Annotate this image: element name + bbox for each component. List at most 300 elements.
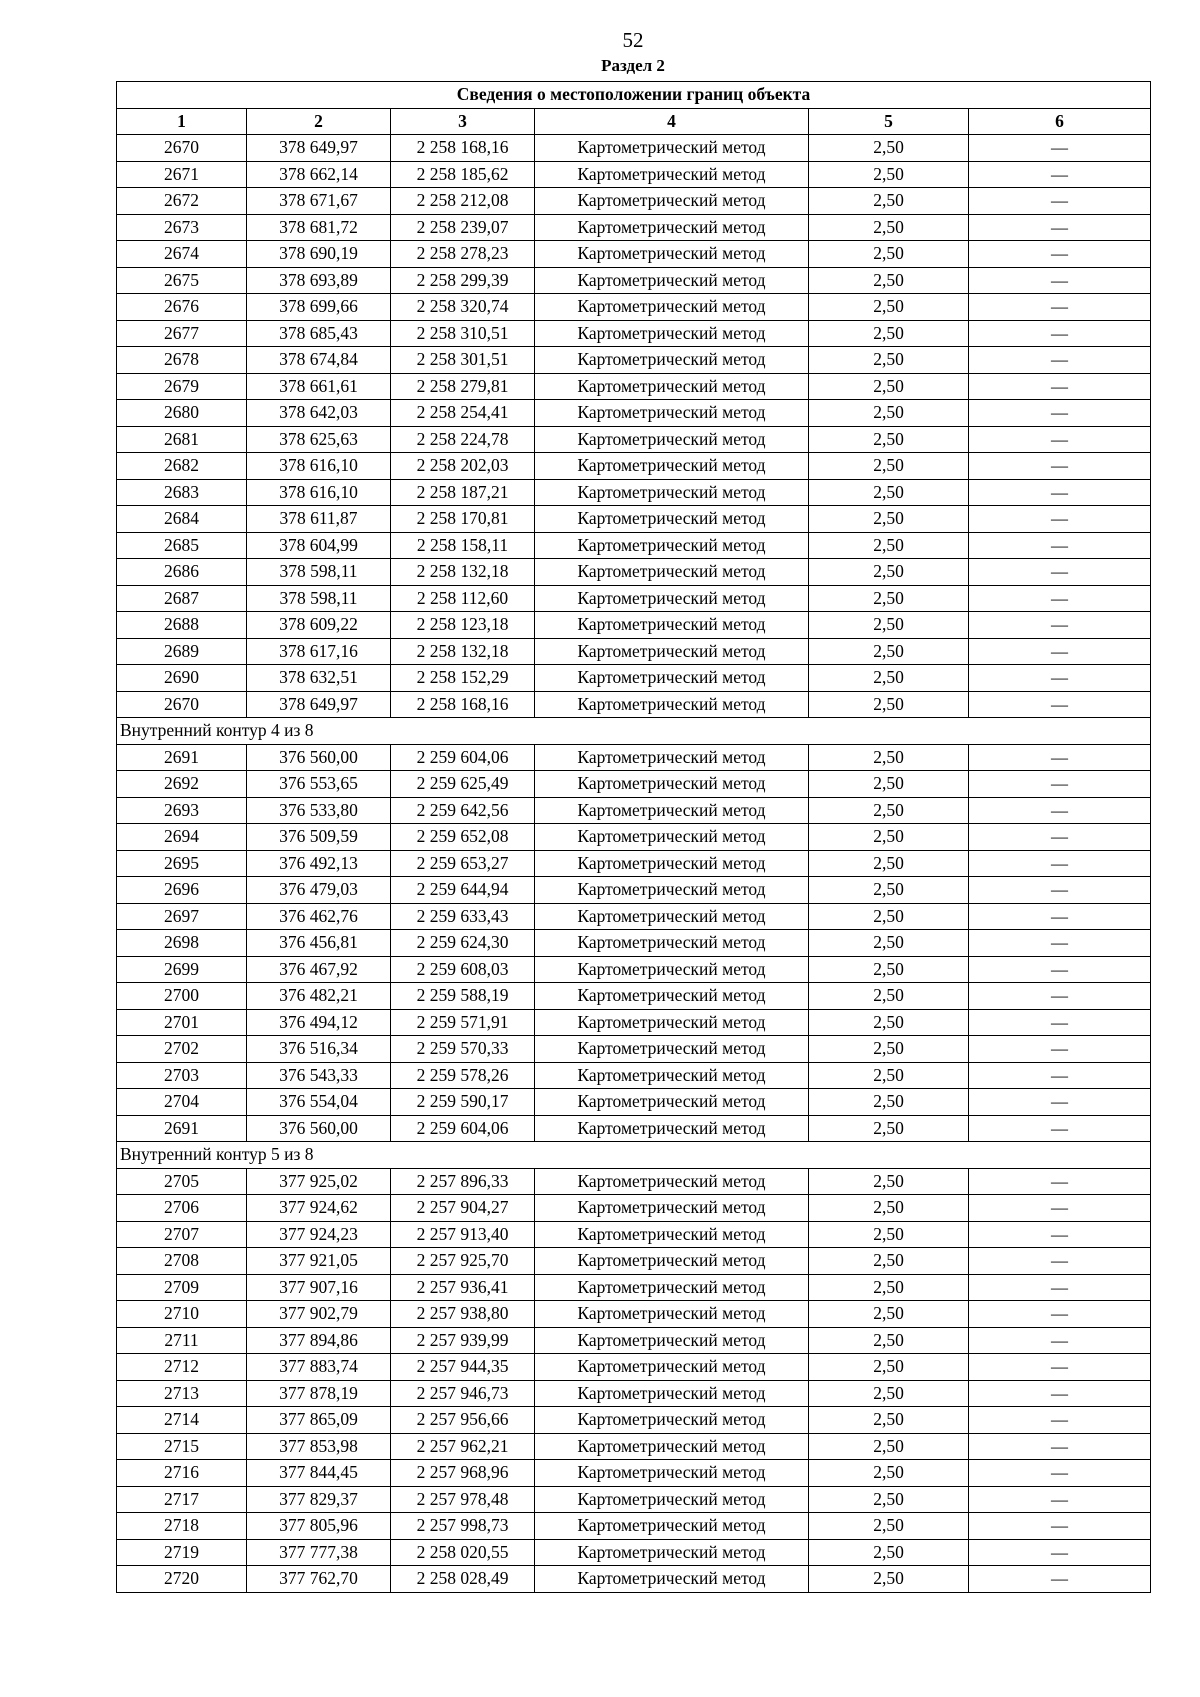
cell-coordinate-y: 2 257 998,73 bbox=[391, 1513, 535, 1540]
cell-description: — bbox=[969, 347, 1151, 374]
table-row bbox=[117, 1460, 1151, 1487]
cell-description: — bbox=[969, 877, 1151, 904]
cell-point-number: 2686 bbox=[117, 559, 247, 586]
cell-coordinate-x: 378 649,97 bbox=[247, 135, 391, 162]
cell-point-number: 2694 bbox=[117, 824, 247, 851]
cell-coordinate-y: 2 258 185,62 bbox=[391, 161, 535, 188]
cell-method: Картометрический метод bbox=[535, 930, 809, 957]
column-header: 1 bbox=[117, 108, 247, 135]
cell-description: — bbox=[969, 1168, 1151, 1195]
cell-coordinate-x: 378 649,97 bbox=[247, 691, 391, 718]
cell-point-number: 2713 bbox=[117, 1380, 247, 1407]
cell-coordinate-y: 2 258 299,39 bbox=[391, 267, 535, 294]
cell-point-number: 2703 bbox=[117, 1062, 247, 1089]
column-header: 6 bbox=[969, 108, 1151, 135]
cell-point-number: 2707 bbox=[117, 1221, 247, 1248]
contour-row bbox=[117, 718, 1151, 745]
cell-accuracy: 2,50 bbox=[809, 1062, 969, 1089]
cell-point-number: 2715 bbox=[117, 1433, 247, 1460]
cell-coordinate-x: 378 598,11 bbox=[247, 559, 391, 586]
cell-description: — bbox=[969, 1513, 1151, 1540]
cell-coordinate-x: 378 617,16 bbox=[247, 638, 391, 665]
cell-point-number: 2683 bbox=[117, 479, 247, 506]
cell-coordinate-y: 2 259 644,94 bbox=[391, 877, 535, 904]
table-row bbox=[117, 1566, 1151, 1593]
cell-coordinate-x: 378 699,66 bbox=[247, 294, 391, 321]
table-row bbox=[117, 1513, 1151, 1540]
cell-coordinate-y: 2 257 938,80 bbox=[391, 1301, 535, 1328]
cell-point-number: 2688 bbox=[117, 612, 247, 639]
cell-coordinate-y: 2 257 936,41 bbox=[391, 1274, 535, 1301]
cell-coordinate-x: 376 492,13 bbox=[247, 850, 391, 877]
table-row bbox=[117, 453, 1151, 480]
cell-coordinate-x: 376 456,81 bbox=[247, 930, 391, 957]
table-row bbox=[117, 903, 1151, 930]
cell-point-number: 2698 bbox=[117, 930, 247, 957]
table-row bbox=[117, 638, 1151, 665]
cell-accuracy: 2,50 bbox=[809, 453, 969, 480]
cell-point-number: 2709 bbox=[117, 1274, 247, 1301]
cell-accuracy: 2,50 bbox=[809, 585, 969, 612]
cell-point-number: 2673 bbox=[117, 214, 247, 241]
cell-coordinate-y: 2 258 278,23 bbox=[391, 241, 535, 268]
cell-point-number: 2674 bbox=[117, 241, 247, 268]
table-row bbox=[117, 320, 1151, 347]
contour-label: Внутренний контур 5 из 8 bbox=[117, 1142, 1151, 1169]
table-row bbox=[117, 824, 1151, 851]
cell-accuracy: 2,50 bbox=[809, 1036, 969, 1063]
cell-accuracy: 2,50 bbox=[809, 1248, 969, 1275]
cell-coordinate-y: 2 259 625,49 bbox=[391, 771, 535, 798]
cell-accuracy: 2,50 bbox=[809, 1460, 969, 1487]
table-row bbox=[117, 1089, 1151, 1116]
table-row bbox=[117, 559, 1151, 586]
cell-point-number: 2711 bbox=[117, 1327, 247, 1354]
cell-coordinate-y: 2 259 608,03 bbox=[391, 956, 535, 983]
cell-description: — bbox=[969, 797, 1151, 824]
cell-description: — bbox=[969, 188, 1151, 215]
cell-method: Картометрический метод bbox=[535, 188, 809, 215]
cell-point-number: 2705 bbox=[117, 1168, 247, 1195]
cell-method: Картометрический метод bbox=[535, 241, 809, 268]
cell-description: — bbox=[969, 161, 1151, 188]
table-row bbox=[117, 267, 1151, 294]
cell-point-number: 2719 bbox=[117, 1539, 247, 1566]
cell-description: — bbox=[969, 956, 1151, 983]
cell-coordinate-x: 376 560,00 bbox=[247, 744, 391, 771]
table-row bbox=[117, 1274, 1151, 1301]
table-row bbox=[117, 373, 1151, 400]
cell-description: — bbox=[969, 294, 1151, 321]
cell-point-number: 2710 bbox=[117, 1301, 247, 1328]
table-row bbox=[117, 1062, 1151, 1089]
table-row bbox=[117, 1380, 1151, 1407]
cell-point-number: 2679 bbox=[117, 373, 247, 400]
cell-point-number: 2701 bbox=[117, 1009, 247, 1036]
cell-coordinate-x: 377 925,02 bbox=[247, 1168, 391, 1195]
table-row bbox=[117, 294, 1151, 321]
cell-coordinate-y: 2 259 633,43 bbox=[391, 903, 535, 930]
cell-coordinate-x: 377 883,74 bbox=[247, 1354, 391, 1381]
column-header-row bbox=[117, 108, 1151, 135]
cell-accuracy: 2,50 bbox=[809, 1566, 969, 1593]
table-body bbox=[117, 135, 1151, 1593]
cell-accuracy: 2,50 bbox=[809, 824, 969, 851]
cell-accuracy: 2,50 bbox=[809, 400, 969, 427]
cell-point-number: 2670 bbox=[117, 691, 247, 718]
cell-method: Картометрический метод bbox=[535, 1301, 809, 1328]
cell-description: — bbox=[969, 1089, 1151, 1116]
cell-description: — bbox=[969, 1195, 1151, 1222]
cell-description: — bbox=[969, 1036, 1151, 1063]
cell-description: — bbox=[969, 479, 1151, 506]
section-title: Раздел 2 bbox=[601, 56, 665, 75]
cell-accuracy: 2,50 bbox=[809, 1115, 969, 1142]
cell-method: Картометрический метод bbox=[535, 850, 809, 877]
table-row bbox=[117, 797, 1151, 824]
table-row bbox=[117, 877, 1151, 904]
cell-point-number: 2676 bbox=[117, 294, 247, 321]
cell-point-number: 2693 bbox=[117, 797, 247, 824]
cell-point-number: 2681 bbox=[117, 426, 247, 453]
cell-method: Картометрический метод bbox=[535, 903, 809, 930]
table-row bbox=[117, 532, 1151, 559]
cell-coordinate-x: 377 777,38 bbox=[247, 1539, 391, 1566]
cell-description: — bbox=[969, 135, 1151, 162]
cell-coordinate-x: 377 924,23 bbox=[247, 1221, 391, 1248]
cell-description: — bbox=[969, 1407, 1151, 1434]
cell-accuracy: 2,50 bbox=[809, 1221, 969, 1248]
cell-coordinate-x: 377 894,86 bbox=[247, 1327, 391, 1354]
cell-coordinate-x: 376 554,04 bbox=[247, 1089, 391, 1116]
table-row bbox=[117, 930, 1151, 957]
cell-accuracy: 2,50 bbox=[809, 983, 969, 1010]
cell-description: — bbox=[969, 850, 1151, 877]
cell-method: Картометрический метод bbox=[535, 294, 809, 321]
cell-coordinate-y: 2 258 168,16 bbox=[391, 691, 535, 718]
cell-method: Картометрический метод bbox=[535, 638, 809, 665]
table-row bbox=[117, 1195, 1151, 1222]
cell-point-number: 2718 bbox=[117, 1513, 247, 1540]
cell-description: — bbox=[969, 1301, 1151, 1328]
cell-description: — bbox=[969, 1009, 1151, 1036]
cell-point-number: 2685 bbox=[117, 532, 247, 559]
cell-method: Картометрический метод bbox=[535, 400, 809, 427]
cell-accuracy: 2,50 bbox=[809, 532, 969, 559]
cell-coordinate-y: 2 258 239,07 bbox=[391, 214, 535, 241]
cell-coordinate-y: 2 259 570,33 bbox=[391, 1036, 535, 1063]
cell-description: — bbox=[969, 241, 1151, 268]
cell-accuracy: 2,50 bbox=[809, 877, 969, 904]
cell-coordinate-y: 2 258 123,18 bbox=[391, 612, 535, 639]
cell-accuracy: 2,50 bbox=[809, 135, 969, 162]
table-row bbox=[117, 1168, 1151, 1195]
cell-coordinate-x: 378 616,10 bbox=[247, 453, 391, 480]
cell-coordinate-x: 378 661,61 bbox=[247, 373, 391, 400]
column-header: 4 bbox=[535, 108, 809, 135]
cell-method: Картометрический метод bbox=[535, 771, 809, 798]
cell-coordinate-y: 2 258 254,41 bbox=[391, 400, 535, 427]
cell-method: Картометрический метод bbox=[535, 453, 809, 480]
cell-accuracy: 2,50 bbox=[809, 188, 969, 215]
cell-description: — bbox=[969, 638, 1151, 665]
table-row bbox=[117, 347, 1151, 374]
cell-coordinate-x: 376 533,80 bbox=[247, 797, 391, 824]
cell-method: Картометрический метод bbox=[535, 1168, 809, 1195]
cell-method: Картометрический метод bbox=[535, 1274, 809, 1301]
cell-coordinate-x: 377 853,98 bbox=[247, 1433, 391, 1460]
cell-coordinate-y: 2 257 946,73 bbox=[391, 1380, 535, 1407]
cell-method: Картометрический метод bbox=[535, 956, 809, 983]
cell-coordinate-x: 376 479,03 bbox=[247, 877, 391, 904]
cell-point-number: 2684 bbox=[117, 506, 247, 533]
cell-coordinate-x: 378 681,72 bbox=[247, 214, 391, 241]
table-row bbox=[117, 983, 1151, 1010]
cell-coordinate-y: 2 258 310,51 bbox=[391, 320, 535, 347]
cell-accuracy: 2,50 bbox=[809, 903, 969, 930]
cell-coordinate-x: 378 674,84 bbox=[247, 347, 391, 374]
cell-point-number: 2717 bbox=[117, 1486, 247, 1513]
cell-coordinate-x: 377 844,45 bbox=[247, 1460, 391, 1487]
cell-description: — bbox=[969, 1433, 1151, 1460]
cell-method: Картометрический метод bbox=[535, 1115, 809, 1142]
cell-method: Картометрический метод bbox=[535, 559, 809, 586]
cell-coordinate-y: 2 259 652,08 bbox=[391, 824, 535, 851]
cell-method: Картометрический метод bbox=[535, 135, 809, 162]
cell-accuracy: 2,50 bbox=[809, 1433, 969, 1460]
cell-point-number: 2714 bbox=[117, 1407, 247, 1434]
table-row bbox=[117, 612, 1151, 639]
cell-coordinate-y: 2 258 187,21 bbox=[391, 479, 535, 506]
cell-description: — bbox=[969, 1062, 1151, 1089]
cell-point-number: 2670 bbox=[117, 135, 247, 162]
table-row bbox=[117, 771, 1151, 798]
cell-method: Картометрический метод bbox=[535, 1380, 809, 1407]
table-row bbox=[117, 1433, 1151, 1460]
table-row bbox=[117, 744, 1151, 771]
cell-description: — bbox=[969, 744, 1151, 771]
cell-coordinate-y: 2 258 170,81 bbox=[391, 506, 535, 533]
cell-description: — bbox=[969, 1566, 1151, 1593]
page-number: 52 bbox=[622, 28, 644, 52]
cell-coordinate-x: 376 482,21 bbox=[247, 983, 391, 1010]
table-row bbox=[117, 241, 1151, 268]
table-row bbox=[117, 1539, 1151, 1566]
cell-accuracy: 2,50 bbox=[809, 559, 969, 586]
table-row bbox=[117, 665, 1151, 692]
cell-accuracy: 2,50 bbox=[809, 797, 969, 824]
cell-method: Картометрический метод bbox=[535, 1062, 809, 1089]
cell-method: Картометрический метод bbox=[535, 426, 809, 453]
table-row bbox=[117, 585, 1151, 612]
cell-description: — bbox=[969, 1460, 1151, 1487]
cell-description: — bbox=[969, 214, 1151, 241]
cell-method: Картометрический метод bbox=[535, 983, 809, 1010]
cell-point-number: 2689 bbox=[117, 638, 247, 665]
table-row bbox=[117, 691, 1151, 718]
cell-description: — bbox=[969, 1221, 1151, 1248]
cell-accuracy: 2,50 bbox=[809, 771, 969, 798]
table-row bbox=[117, 426, 1151, 453]
cell-coordinate-y: 2 258 212,08 bbox=[391, 188, 535, 215]
cell-coordinate-y: 2 257 904,27 bbox=[391, 1195, 535, 1222]
cell-coordinate-y: 2 257 962,21 bbox=[391, 1433, 535, 1460]
cell-coordinate-x: 376 467,92 bbox=[247, 956, 391, 983]
cell-accuracy: 2,50 bbox=[809, 1380, 969, 1407]
cell-accuracy: 2,50 bbox=[809, 930, 969, 957]
cell-method: Картометрический метод bbox=[535, 479, 809, 506]
table-row bbox=[117, 1354, 1151, 1381]
cell-coordinate-y: 2 258 132,18 bbox=[391, 559, 535, 586]
cell-coordinate-x: 377 865,09 bbox=[247, 1407, 391, 1434]
cell-coordinate-x: 378 662,14 bbox=[247, 161, 391, 188]
cell-description: — bbox=[969, 930, 1151, 957]
cell-accuracy: 2,50 bbox=[809, 1486, 969, 1513]
table-row bbox=[117, 1301, 1151, 1328]
cell-method: Картометрический метод bbox=[535, 320, 809, 347]
cell-coordinate-y: 2 259 604,06 bbox=[391, 1115, 535, 1142]
cell-point-number: 2687 bbox=[117, 585, 247, 612]
cell-coordinate-y: 2 258 202,03 bbox=[391, 453, 535, 480]
cell-method: Картометрический метод bbox=[535, 1195, 809, 1222]
table-row bbox=[117, 1221, 1151, 1248]
cell-method: Картометрический метод bbox=[535, 1248, 809, 1275]
cell-coordinate-x: 378 642,03 bbox=[247, 400, 391, 427]
cell-coordinate-y: 2 258 320,74 bbox=[391, 294, 535, 321]
cell-method: Картометрический метод bbox=[535, 1513, 809, 1540]
cell-method: Картометрический метод bbox=[535, 1036, 809, 1063]
cell-point-number: 2706 bbox=[117, 1195, 247, 1222]
table-row bbox=[117, 214, 1151, 241]
cell-description: — bbox=[969, 559, 1151, 586]
cell-method: Картометрический метод bbox=[535, 612, 809, 639]
cell-description: — bbox=[969, 532, 1151, 559]
cell-point-number: 2697 bbox=[117, 903, 247, 930]
cell-method: Картометрический метод bbox=[535, 691, 809, 718]
cell-method: Картометрический метод bbox=[535, 1486, 809, 1513]
cell-coordinate-y: 2 257 978,48 bbox=[391, 1486, 535, 1513]
cell-point-number: 2695 bbox=[117, 850, 247, 877]
cell-method: Картометрический метод bbox=[535, 1089, 809, 1116]
cell-description: — bbox=[969, 426, 1151, 453]
cell-description: — bbox=[969, 506, 1151, 533]
cell-coordinate-x: 376 543,33 bbox=[247, 1062, 391, 1089]
cell-point-number: 2677 bbox=[117, 320, 247, 347]
cell-method: Картометрический метод bbox=[535, 797, 809, 824]
table-row bbox=[117, 479, 1151, 506]
cell-coordinate-x: 378 632,51 bbox=[247, 665, 391, 692]
cell-coordinate-y: 2 258 279,81 bbox=[391, 373, 535, 400]
cell-coordinate-x: 378 625,63 bbox=[247, 426, 391, 453]
cell-coordinate-y: 2 258 132,18 bbox=[391, 638, 535, 665]
cell-coordinate-x: 377 902,79 bbox=[247, 1301, 391, 1328]
cell-coordinate-x: 378 616,10 bbox=[247, 479, 391, 506]
cell-method: Картометрический метод bbox=[535, 214, 809, 241]
cell-method: Картометрический метод bbox=[535, 665, 809, 692]
cell-coordinate-y: 2 257 939,99 bbox=[391, 1327, 535, 1354]
cell-accuracy: 2,50 bbox=[809, 1009, 969, 1036]
cell-method: Картометрический метод bbox=[535, 1009, 809, 1036]
cell-point-number: 2704 bbox=[117, 1089, 247, 1116]
cell-description: — bbox=[969, 824, 1151, 851]
cell-accuracy: 2,50 bbox=[809, 1407, 969, 1434]
cell-coordinate-x: 377 878,19 bbox=[247, 1380, 391, 1407]
table-row bbox=[117, 850, 1151, 877]
cell-method: Картометрический метод bbox=[535, 1221, 809, 1248]
table-row bbox=[117, 1115, 1151, 1142]
cell-coordinate-y: 2 257 944,35 bbox=[391, 1354, 535, 1381]
table-row bbox=[117, 506, 1151, 533]
cell-point-number: 2696 bbox=[117, 877, 247, 904]
cell-accuracy: 2,50 bbox=[809, 1354, 969, 1381]
cell-point-number: 2699 bbox=[117, 956, 247, 983]
cell-description: — bbox=[969, 1354, 1151, 1381]
cell-accuracy: 2,50 bbox=[809, 691, 969, 718]
cell-point-number: 2692 bbox=[117, 771, 247, 798]
boundary-table bbox=[116, 81, 1151, 1593]
table-row bbox=[117, 1036, 1151, 1063]
table-row bbox=[117, 135, 1151, 162]
cell-point-number: 2690 bbox=[117, 665, 247, 692]
cell-coordinate-y: 2 258 158,11 bbox=[391, 532, 535, 559]
cell-description: — bbox=[969, 1539, 1151, 1566]
cell-accuracy: 2,50 bbox=[809, 426, 969, 453]
table-row bbox=[117, 1407, 1151, 1434]
table-caption: Сведения о местоположении границ объекта bbox=[117, 82, 1151, 109]
cell-coordinate-y: 2 258 301,51 bbox=[391, 347, 535, 374]
cell-coordinate-x: 378 693,89 bbox=[247, 267, 391, 294]
cell-method: Картометрический метод bbox=[535, 585, 809, 612]
cell-coordinate-y: 2 257 925,70 bbox=[391, 1248, 535, 1275]
cell-coordinate-x: 378 671,67 bbox=[247, 188, 391, 215]
cell-accuracy: 2,50 bbox=[809, 506, 969, 533]
cell-coordinate-y: 2 258 152,29 bbox=[391, 665, 535, 692]
cell-coordinate-x: 378 609,22 bbox=[247, 612, 391, 639]
cell-coordinate-y: 2 259 624,30 bbox=[391, 930, 535, 957]
cell-method: Картометрический метод bbox=[535, 1354, 809, 1381]
cell-point-number: 2678 bbox=[117, 347, 247, 374]
cell-coordinate-y: 2 259 571,91 bbox=[391, 1009, 535, 1036]
cell-accuracy: 2,50 bbox=[809, 850, 969, 877]
cell-method: Картометрический метод bbox=[535, 744, 809, 771]
cell-coordinate-y: 2 258 224,78 bbox=[391, 426, 535, 453]
cell-accuracy: 2,50 bbox=[809, 612, 969, 639]
cell-accuracy: 2,50 bbox=[809, 373, 969, 400]
cell-accuracy: 2,50 bbox=[809, 1513, 969, 1540]
cell-point-number: 2675 bbox=[117, 267, 247, 294]
column-header: 5 bbox=[809, 108, 969, 135]
cell-point-number: 2708 bbox=[117, 1248, 247, 1275]
contour-row bbox=[117, 1142, 1151, 1169]
cell-method: Картометрический метод bbox=[535, 506, 809, 533]
cell-point-number: 2691 bbox=[117, 1115, 247, 1142]
cell-coordinate-x: 376 560,00 bbox=[247, 1115, 391, 1142]
cell-coordinate-x: 377 762,70 bbox=[247, 1566, 391, 1593]
cell-description: — bbox=[969, 1274, 1151, 1301]
cell-method: Картометрический метод bbox=[535, 1433, 809, 1460]
cell-description: — bbox=[969, 1248, 1151, 1275]
cell-method: Картометрический метод bbox=[535, 1460, 809, 1487]
cell-point-number: 2680 bbox=[117, 400, 247, 427]
cell-description: — bbox=[969, 1380, 1151, 1407]
cell-accuracy: 2,50 bbox=[809, 956, 969, 983]
cell-coordinate-y: 2 259 653,27 bbox=[391, 850, 535, 877]
cell-coordinate-y: 2 257 956,66 bbox=[391, 1407, 535, 1434]
cell-method: Картометрический метод bbox=[535, 161, 809, 188]
table-row bbox=[117, 400, 1151, 427]
cell-coordinate-y: 2 259 604,06 bbox=[391, 744, 535, 771]
cell-method: Картометрический метод bbox=[535, 347, 809, 374]
